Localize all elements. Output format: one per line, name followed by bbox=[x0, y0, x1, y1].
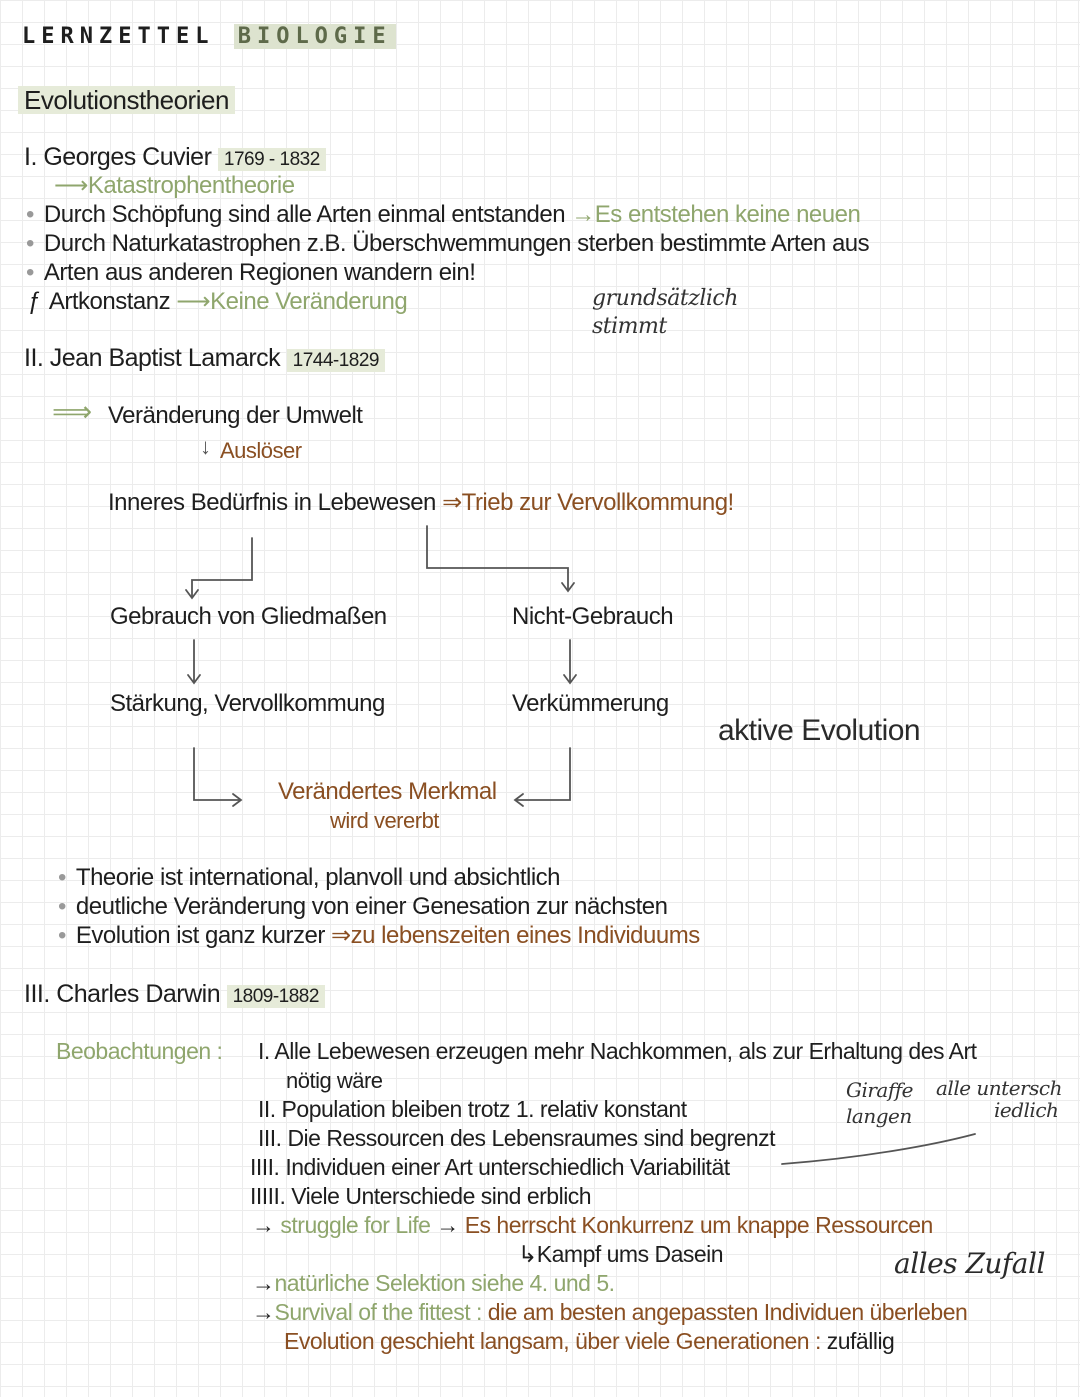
arrow-return-icon: ↳ bbox=[518, 1241, 537, 1267]
double-arrow-icon: ⟹ bbox=[52, 396, 92, 427]
bullet-icon: • bbox=[26, 201, 34, 228]
lamarck-point-3-text: Evolution ist ganz kurzer bbox=[75, 922, 325, 949]
darwin-survival bbox=[252, 1301, 967, 1324]
darwin-observation-1b: nötig wäre bbox=[286, 1068, 383, 1093]
bullet-icon: • bbox=[58, 893, 66, 920]
cuvier-bullet-4-note: Keine Veränderung bbox=[210, 288, 408, 315]
darwin-observation-3: III. Die Ressourcen des Lebensraumes sind begrenzt bbox=[258, 1125, 776, 1151]
bullet-icon: • bbox=[26, 230, 34, 257]
darwin-note-alle: alle untersch bbox=[936, 1076, 1062, 1100]
arrow-down-icon: ↓ bbox=[200, 434, 211, 459]
lamarck-trigger: Auslöser bbox=[220, 438, 302, 463]
darwin-struggle-label: struggle for Life bbox=[280, 1212, 431, 1238]
darwin-observation-1: I. Alle Lebewesen erzeugen mehr Nachkommen, als zur Erhaltung des Art bbox=[258, 1038, 977, 1064]
lamarck-point-3 bbox=[58, 924, 700, 948]
function-icon: ƒ bbox=[28, 288, 41, 315]
lamarck-changed-2: wird vererbt bbox=[330, 808, 439, 833]
lamarck-atrophy: Verkümmerung bbox=[512, 690, 669, 717]
lamarck-point-2-text: deutliche Veränderung von einer Genesation zur nächsten bbox=[75, 893, 668, 920]
darwin-selection-text: natürliche Selektion siehe 4. und 5. bbox=[274, 1270, 615, 1296]
cuvier-bullet-4-text: Artkonstanz bbox=[48, 288, 171, 315]
lamarck-point-3-note: zu lebenszeiten eines Individuums bbox=[350, 922, 700, 949]
cuvier-bullet-1-text: Durch Schöpfung sind alle Arten einmal entstanden bbox=[43, 201, 566, 228]
bullet-icon: • bbox=[58, 922, 66, 949]
flow-line-merge-left bbox=[194, 748, 240, 800]
darwin-selection bbox=[252, 1272, 615, 1295]
darwin-note-giraffe-2: langen bbox=[846, 1104, 912, 1128]
arrow-right-icon: ⇒ bbox=[442, 489, 462, 516]
cuvier-bullet-2-text: Durch Naturkatastrophen z.B. Überschwemmungen sterben bestimmte Arten aus bbox=[43, 230, 870, 257]
darwin-observations-label: Beobachtungen : bbox=[56, 1038, 223, 1064]
cuvier-theory-text: Katastrophentheorie bbox=[87, 172, 295, 199]
flow-line-merge-right bbox=[516, 748, 570, 800]
section-title: Evolutionstheorien bbox=[18, 86, 235, 114]
darwin-evolution-text: Evolution geschieht langsam, über viele Generationen : bbox=[284, 1328, 821, 1354]
darwin-evolution-zufaellig: zufällig bbox=[826, 1328, 895, 1354]
lamarck-strengthening: Stärkung, Vervollkommung bbox=[110, 690, 385, 717]
bullet-icon: • bbox=[58, 864, 66, 891]
darwin-years: 1809-1882 bbox=[227, 985, 325, 1008]
darwin-heading bbox=[24, 982, 325, 1007]
darwin-evolution bbox=[284, 1330, 894, 1353]
lamarck-side-note: aktive Evolution bbox=[718, 714, 921, 747]
arrow-right-icon: → bbox=[436, 1212, 459, 1238]
lamarck-heading-text: II. Jean Baptist Lamarck bbox=[24, 344, 281, 372]
cuvier-margin-note-2: stimmt bbox=[592, 314, 667, 339]
lamarck-disuse: Nicht-Gebrauch bbox=[512, 603, 674, 630]
flow-line-left bbox=[192, 538, 252, 597]
darwin-survival-text: die am besten angepassten Individuen überleben bbox=[487, 1299, 968, 1325]
lamarck-point-1 bbox=[58, 866, 560, 890]
darwin-struggle bbox=[252, 1214, 933, 1237]
darwin-struggle-sub-text: Kampf ums Dasein bbox=[536, 1241, 724, 1267]
darwin-observation-2: II. Population bleiben trotz 1. relativ konstant bbox=[258, 1096, 687, 1122]
arrow-right-icon: → bbox=[252, 1212, 275, 1238]
lamarck-drive: Trieb zur Vervollkommung! bbox=[461, 489, 734, 516]
arrow-right-icon: → bbox=[571, 201, 595, 228]
darwin-struggle-text: Es herrscht Konkurrenz um knappe Ressourcen bbox=[464, 1212, 933, 1238]
lamarck-point-2 bbox=[58, 895, 668, 919]
lamarck-cause: Veränderung der Umwelt bbox=[108, 402, 363, 429]
darwin-struggle-sub bbox=[518, 1243, 723, 1266]
cuvier-margin-note-1: grundsätzlich bbox=[592, 286, 738, 311]
darwin-observation-5: IIIII. Viele Unterschiede sind erblich bbox=[250, 1183, 592, 1209]
darwin-note-giraffe: Giraffe bbox=[846, 1078, 913, 1102]
darwin-note-alle-2: iedlich bbox=[994, 1098, 1059, 1122]
darwin-survival-label: Survival of the fittest : bbox=[274, 1299, 482, 1325]
flow-line-right bbox=[427, 526, 568, 590]
lamarck-changed-1: Verändertes Merkmal bbox=[278, 778, 497, 805]
lamarck-use: Gebrauch von Gliedmaßen bbox=[110, 603, 387, 630]
lamarck-need-text: Inneres Bedürfnis in Lebewesen bbox=[108, 489, 436, 516]
darwin-heading-text: III. Charles Darwin bbox=[24, 980, 221, 1008]
cuvier-bullet-1-note: Es entstehen keine neuen bbox=[594, 201, 861, 228]
arrow-right-icon: ⇒ bbox=[331, 922, 351, 949]
arrow-right-icon: → bbox=[252, 1270, 275, 1296]
darwin-observation-4: IIII. Individuen einer Art unterschiedlich Variabilität bbox=[250, 1154, 730, 1180]
cuvier-heading-text: I. Georges Cuvier bbox=[24, 143, 212, 171]
cuvier-years: 1769 - 1832 bbox=[218, 148, 326, 171]
bullet-icon: • bbox=[26, 259, 34, 286]
darwin-note-zufall: alles Zufall bbox=[894, 1247, 1045, 1280]
lamarck-point-1-text: Theorie ist international, planvoll und absichtlich bbox=[75, 864, 561, 891]
title-part-lernzettel: LERNZETTEL bbox=[22, 24, 215, 49]
arrow-right-icon: ⟶ bbox=[54, 172, 88, 199]
connector-line bbox=[782, 1134, 975, 1164]
cuvier-bullet-3-text: Arten aus anderen Regionen wandern ein! bbox=[43, 259, 476, 286]
title-part-biologie: BIOLOGIE bbox=[234, 24, 396, 49]
arrow-right-icon: ⟶ bbox=[176, 288, 211, 315]
arrow-right-icon: → bbox=[252, 1299, 275, 1325]
lamarck-years: 1744-1829 bbox=[287, 349, 385, 372]
